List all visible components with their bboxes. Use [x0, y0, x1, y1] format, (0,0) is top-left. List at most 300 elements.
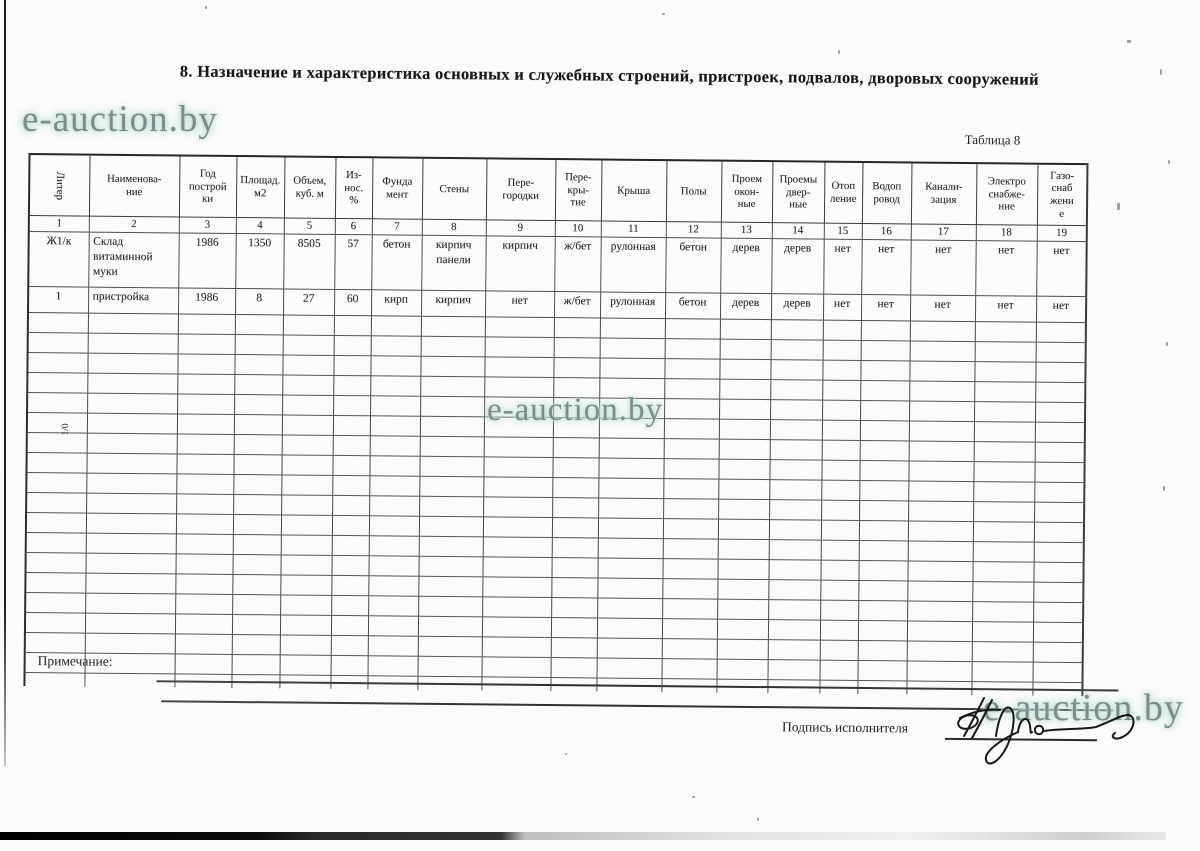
col-header-1: Литер — [29, 154, 90, 216]
empty-cell — [770, 440, 822, 460]
empty-cell — [974, 422, 1035, 443]
empty-cell — [280, 595, 331, 615]
empty-cell — [418, 636, 482, 657]
empty-cell — [331, 575, 368, 595]
empty-cell — [331, 615, 368, 635]
empty-cell — [599, 358, 664, 379]
empty-cell — [369, 496, 419, 516]
empty-cell — [419, 476, 483, 497]
empty-cell — [369, 536, 419, 556]
col-header-7: Фунда мент — [372, 157, 423, 219]
empty-cell — [1034, 502, 1084, 522]
empty-cell — [176, 514, 233, 535]
empty-cell — [717, 579, 768, 599]
table-cell: 57 — [334, 234, 372, 289]
empty-cell — [664, 379, 719, 400]
empty-cell — [371, 336, 421, 356]
empty-cell — [232, 654, 280, 674]
empty-cell — [331, 655, 368, 675]
table-cell: бетон — [665, 238, 721, 294]
table-cell: Ж1/к — [28, 231, 89, 287]
table-cell: бетон — [371, 235, 422, 290]
empty-cell — [282, 415, 333, 435]
empty-cell — [719, 419, 770, 439]
empty-cell — [368, 576, 418, 596]
empty-cell — [177, 394, 234, 415]
table-cell: кирпич — [485, 236, 555, 292]
col-header-8: Стены — [422, 158, 487, 220]
empty-cell — [600, 318, 665, 339]
scan-speck — [757, 818, 759, 821]
empty-cell — [484, 357, 553, 378]
col-number-16: 16 — [862, 223, 911, 239]
scan-edge-left — [4, 0, 6, 766]
col-header-9: Пере- городки — [486, 158, 556, 220]
empty-cell — [25, 592, 85, 613]
empty-cell — [233, 494, 281, 514]
empty-cell — [86, 453, 176, 474]
empty-cell — [418, 576, 482, 597]
table-cell: нет — [910, 295, 975, 322]
empty-cell — [333, 435, 370, 455]
empty-cell — [420, 436, 484, 457]
col-header-2: Наименова- ние — [89, 155, 180, 217]
col-header-11: Крыша — [601, 159, 667, 221]
empty-cell — [369, 456, 419, 476]
empty-cell — [974, 402, 1035, 423]
empty-cell — [821, 460, 859, 480]
scan-speck — [565, 753, 567, 755]
empty-cell — [283, 315, 334, 335]
empty-cell — [332, 475, 369, 495]
empty-cell — [483, 477, 552, 498]
col-number-1: 1 — [29, 215, 89, 232]
empty-cell — [718, 479, 769, 499]
empty-cell — [334, 315, 371, 335]
empty-cell — [771, 320, 823, 340]
empty-cell — [769, 540, 821, 560]
empty-cell — [332, 535, 369, 555]
empty-cell — [1032, 662, 1082, 682]
empty-cell — [484, 437, 553, 458]
empty-cell — [909, 421, 974, 442]
table-cell: нет — [975, 241, 1037, 297]
empty-cell — [369, 516, 419, 536]
empty-cell — [1034, 522, 1084, 542]
scan-speck — [1127, 40, 1131, 43]
empty-cell — [768, 560, 820, 580]
empty-cell — [1035, 442, 1085, 462]
empty-cell — [332, 515, 369, 535]
empty-cell — [719, 359, 770, 379]
empty-cell — [822, 420, 860, 440]
empty-cell — [177, 434, 234, 455]
empty-cell — [768, 660, 820, 680]
col-header-16: Водоп ровод — [862, 162, 912, 224]
empty-cell — [770, 420, 822, 440]
empty-cell — [664, 439, 719, 460]
empty-cell — [860, 360, 909, 380]
col-number-3: 3 — [179, 217, 236, 234]
col-header-14: Проемы двер- ные — [772, 161, 825, 223]
empty-cell — [821, 540, 859, 560]
col-number-17: 17 — [911, 224, 976, 241]
empty-cell — [554, 318, 600, 338]
table-cell: пристройка — [88, 287, 178, 314]
empty-cell — [972, 582, 1033, 603]
empty-cell — [858, 660, 907, 680]
col-number-12: 12 — [666, 222, 721, 239]
empty-cell — [368, 596, 418, 616]
table-cell: нет — [823, 239, 862, 294]
table-cell: 27 — [283, 289, 334, 315]
empty-cell — [175, 634, 232, 655]
empty-cell — [176, 474, 233, 495]
col-number-8: 8 — [422, 219, 486, 236]
empty-cell — [421, 336, 485, 357]
empty-cell — [551, 658, 597, 678]
empty-cell — [420, 396, 484, 417]
empty-cell — [972, 602, 1033, 623]
table-cell: 8505 — [283, 234, 335, 289]
empty-cell — [281, 515, 332, 535]
empty-cell — [909, 401, 974, 422]
empty-cell — [232, 634, 280, 654]
empty-cell — [280, 615, 331, 635]
empty-cell — [177, 374, 234, 395]
empty-cell — [368, 556, 418, 576]
empty-cell — [232, 614, 280, 634]
empty-cell — [769, 460, 821, 480]
empty-cell — [233, 454, 281, 474]
empty-cell — [27, 352, 87, 373]
empty-cell — [907, 581, 972, 602]
empty-cell — [859, 540, 908, 560]
empty-cell — [597, 618, 662, 639]
empty-cell — [280, 655, 331, 675]
empty-cell — [717, 559, 768, 579]
table-body — [24, 231, 1086, 696]
empty-cell — [418, 616, 482, 637]
table-cell: рулонная — [600, 292, 665, 319]
empty-cell — [482, 577, 551, 598]
empty-cell — [419, 516, 483, 537]
empty-cell — [235, 334, 283, 354]
empty-cell — [86, 533, 176, 554]
empty-cell — [972, 562, 1033, 583]
empty-cell — [1033, 562, 1083, 582]
empty-cell — [1033, 622, 1083, 642]
col-header-10: Пере- кры- тие — [555, 159, 602, 221]
table-row — [28, 231, 1086, 296]
empty-cell — [420, 416, 484, 437]
empty-cell — [26, 492, 86, 513]
empty-cell — [234, 354, 282, 374]
empty-cell — [88, 333, 178, 354]
empty-cell — [664, 399, 719, 420]
empty-cell — [28, 332, 88, 353]
watermark-text: e-auction.by — [22, 99, 218, 140]
empty-cell — [86, 493, 176, 514]
empty-cell — [975, 342, 1036, 363]
empty-cell — [26, 452, 86, 473]
empty-cell — [85, 613, 175, 634]
empty-cell — [87, 373, 177, 394]
table-cell: ж/бет — [554, 237, 601, 292]
empty-cell — [333, 355, 370, 375]
empty-cell — [663, 479, 718, 500]
empty-cell — [860, 420, 909, 440]
table-caption: Таблица 8 — [964, 131, 1021, 148]
empty-cell — [87, 433, 177, 454]
table-cell: нет — [1036, 296, 1086, 322]
empty-cell — [421, 316, 485, 337]
empty-cell — [769, 500, 821, 520]
table-cell: кирп — [371, 290, 421, 316]
empty-cell — [552, 458, 598, 478]
table-cell: 60 — [334, 289, 371, 315]
empty-cell — [770, 380, 822, 400]
empty-cell — [233, 474, 281, 494]
empty-cell — [769, 480, 821, 500]
empty-cell — [420, 356, 484, 377]
col-number-15: 15 — [824, 223, 862, 239]
empty-cell — [368, 656, 418, 676]
empty-cell — [1036, 342, 1086, 362]
empty-cell — [235, 314, 283, 334]
empty-cell — [663, 519, 718, 540]
empty-cell — [233, 514, 281, 534]
empty-cell — [232, 574, 280, 594]
empty-cell — [597, 558, 662, 579]
empty-cell — [1033, 642, 1083, 662]
table-cell: дерев — [771, 239, 824, 294]
empty-cell — [333, 375, 370, 395]
empty-cell — [233, 534, 281, 554]
empty-cell — [370, 356, 420, 376]
empty-cell — [85, 573, 175, 594]
col-header-3: Год построй ки — [179, 155, 237, 217]
scan-speck — [1117, 203, 1120, 210]
empty-cell — [25, 612, 85, 633]
empty-cell — [370, 436, 420, 456]
empty-cell — [768, 580, 820, 600]
dangling-cell — [24, 672, 84, 686]
empty-cell — [282, 375, 333, 395]
empty-cell — [420, 376, 484, 397]
empty-cell — [26, 532, 86, 553]
empty-cell — [718, 499, 769, 519]
empty-cell — [482, 657, 551, 678]
col-number-6: 6 — [335, 218, 372, 234]
scan-speck — [692, 796, 695, 798]
empty-cell — [907, 641, 972, 662]
empty-cell — [27, 392, 87, 413]
empty-cell — [820, 600, 858, 620]
empty-cell — [232, 554, 280, 574]
col-header-17: Канали- зация — [911, 162, 977, 224]
empty-cell — [175, 594, 232, 615]
scan-speck — [205, 6, 207, 9]
table-cell: 1986 — [178, 288, 235, 315]
empty-cell — [331, 595, 368, 615]
empty-cell — [597, 598, 662, 619]
empty-cell — [178, 334, 235, 355]
empty-cell — [234, 394, 282, 414]
empty-cell — [27, 372, 87, 393]
empty-cell — [770, 400, 822, 420]
empty-cell — [972, 622, 1033, 643]
empty-cell — [87, 413, 177, 434]
empty-cell — [27, 432, 87, 453]
empty-cell — [234, 434, 282, 454]
col-header-13: Проем окон- ные — [721, 161, 773, 223]
empty-cell — [720, 319, 771, 339]
empty-cell — [719, 399, 770, 419]
col-number-2: 2 — [89, 216, 179, 233]
empty-cell — [859, 480, 908, 500]
scan-speck — [1163, 486, 1165, 491]
empty-cell — [909, 381, 974, 402]
empty-cell — [822, 360, 860, 380]
empty-cell — [820, 560, 858, 580]
empty-cell — [858, 560, 907, 580]
empty-cell — [598, 518, 663, 539]
empty-cell — [1034, 462, 1084, 482]
watermark-text: e-auction.by — [487, 392, 664, 428]
empty-cell — [718, 459, 769, 479]
empty-cell — [86, 553, 176, 574]
table-cell: дерев — [720, 238, 772, 293]
empty-cell — [717, 619, 768, 639]
col-number-10: 10 — [555, 221, 601, 237]
empty-cell — [859, 460, 908, 480]
empty-cell — [86, 473, 176, 494]
empty-cell — [552, 498, 598, 518]
empty-cell — [720, 339, 771, 359]
scan-speck — [838, 50, 840, 54]
empty-cell — [717, 599, 768, 619]
empty-cell — [974, 362, 1035, 383]
empty-cell — [554, 338, 600, 358]
empty-cell — [485, 317, 554, 338]
empty-cell — [177, 414, 234, 435]
empty-cell — [907, 561, 972, 582]
empty-cell — [368, 616, 418, 636]
empty-cell — [663, 459, 718, 480]
empty-cell — [552, 478, 598, 498]
empty-cell — [664, 359, 719, 380]
empty-cell — [597, 658, 662, 679]
empty-cell — [973, 502, 1034, 523]
empty-cell — [823, 340, 861, 360]
empty-cell — [369, 476, 419, 496]
empty-cell — [1036, 322, 1086, 342]
empty-cell — [598, 458, 663, 479]
empty-cell — [719, 439, 770, 459]
table-cell: 8 — [235, 288, 283, 314]
empty-cell — [85, 633, 175, 654]
table-cell: дерев — [771, 294, 823, 320]
empty-cell — [482, 637, 551, 658]
empty-cell — [280, 555, 331, 575]
empty-cell — [280, 575, 331, 595]
table-cell: нет — [975, 296, 1036, 323]
empty-cell — [600, 338, 665, 359]
empty-cell — [418, 596, 482, 617]
empty-cell — [87, 353, 177, 374]
empty-cell — [860, 380, 909, 400]
empty-cell — [907, 661, 972, 682]
empty-cell — [280, 635, 331, 655]
empty-cell — [861, 320, 910, 340]
empty-cell — [26, 472, 86, 493]
table-cell: нет — [861, 239, 911, 294]
empty-cell — [333, 415, 370, 435]
empty-cell — [370, 396, 420, 416]
empty-cell — [665, 339, 720, 360]
empty-cell — [26, 512, 86, 533]
empty-cell — [283, 335, 334, 355]
empty-cell — [974, 442, 1035, 463]
empty-cell — [771, 340, 823, 360]
empty-cell — [598, 538, 663, 559]
empty-cell — [25, 572, 85, 593]
empty-cell — [717, 639, 768, 659]
col-header-6: Из- нос. % — [335, 157, 373, 219]
empty-cell — [975, 322, 1036, 343]
empty-cell — [175, 614, 232, 635]
empty-cell — [717, 659, 768, 679]
empty-cell — [859, 520, 908, 540]
empty-cell — [907, 621, 972, 642]
empty-cell — [973, 522, 1034, 543]
empty-cell — [858, 600, 907, 620]
empty-cell — [331, 635, 368, 655]
empty-cell — [175, 554, 232, 575]
empty-cell — [85, 593, 175, 614]
empty-cell — [662, 599, 717, 620]
table-cell: нет — [485, 291, 554, 318]
empty-cell — [281, 495, 332, 515]
col-header-18: Электро снабже- ние — [976, 163, 1038, 225]
empty-cell — [177, 354, 234, 375]
empty-cell — [282, 435, 333, 455]
table-cell: Склад витаминной муки — [88, 232, 179, 288]
empty-cell — [482, 557, 551, 578]
empty-cell — [88, 313, 178, 334]
empty-cell — [418, 556, 482, 577]
empty-cell — [821, 520, 859, 540]
empty-cell — [768, 640, 820, 660]
empty-cell — [282, 395, 333, 415]
empty-cell — [973, 542, 1034, 563]
empty-cell — [370, 376, 420, 396]
table-cell: бетон — [665, 293, 720, 320]
empty-cell — [823, 320, 861, 340]
empty-cell — [908, 521, 973, 542]
empty-cell — [908, 501, 973, 522]
empty-cell — [1035, 422, 1085, 442]
table-cell: нет — [910, 240, 976, 296]
empty-cell — [371, 316, 421, 336]
empty-cell — [858, 640, 907, 660]
empty-cell — [597, 638, 662, 659]
empty-cell — [859, 500, 908, 520]
empty-cell — [908, 481, 973, 502]
empty-cell — [25, 632, 85, 653]
scan-speck — [1166, 342, 1168, 346]
